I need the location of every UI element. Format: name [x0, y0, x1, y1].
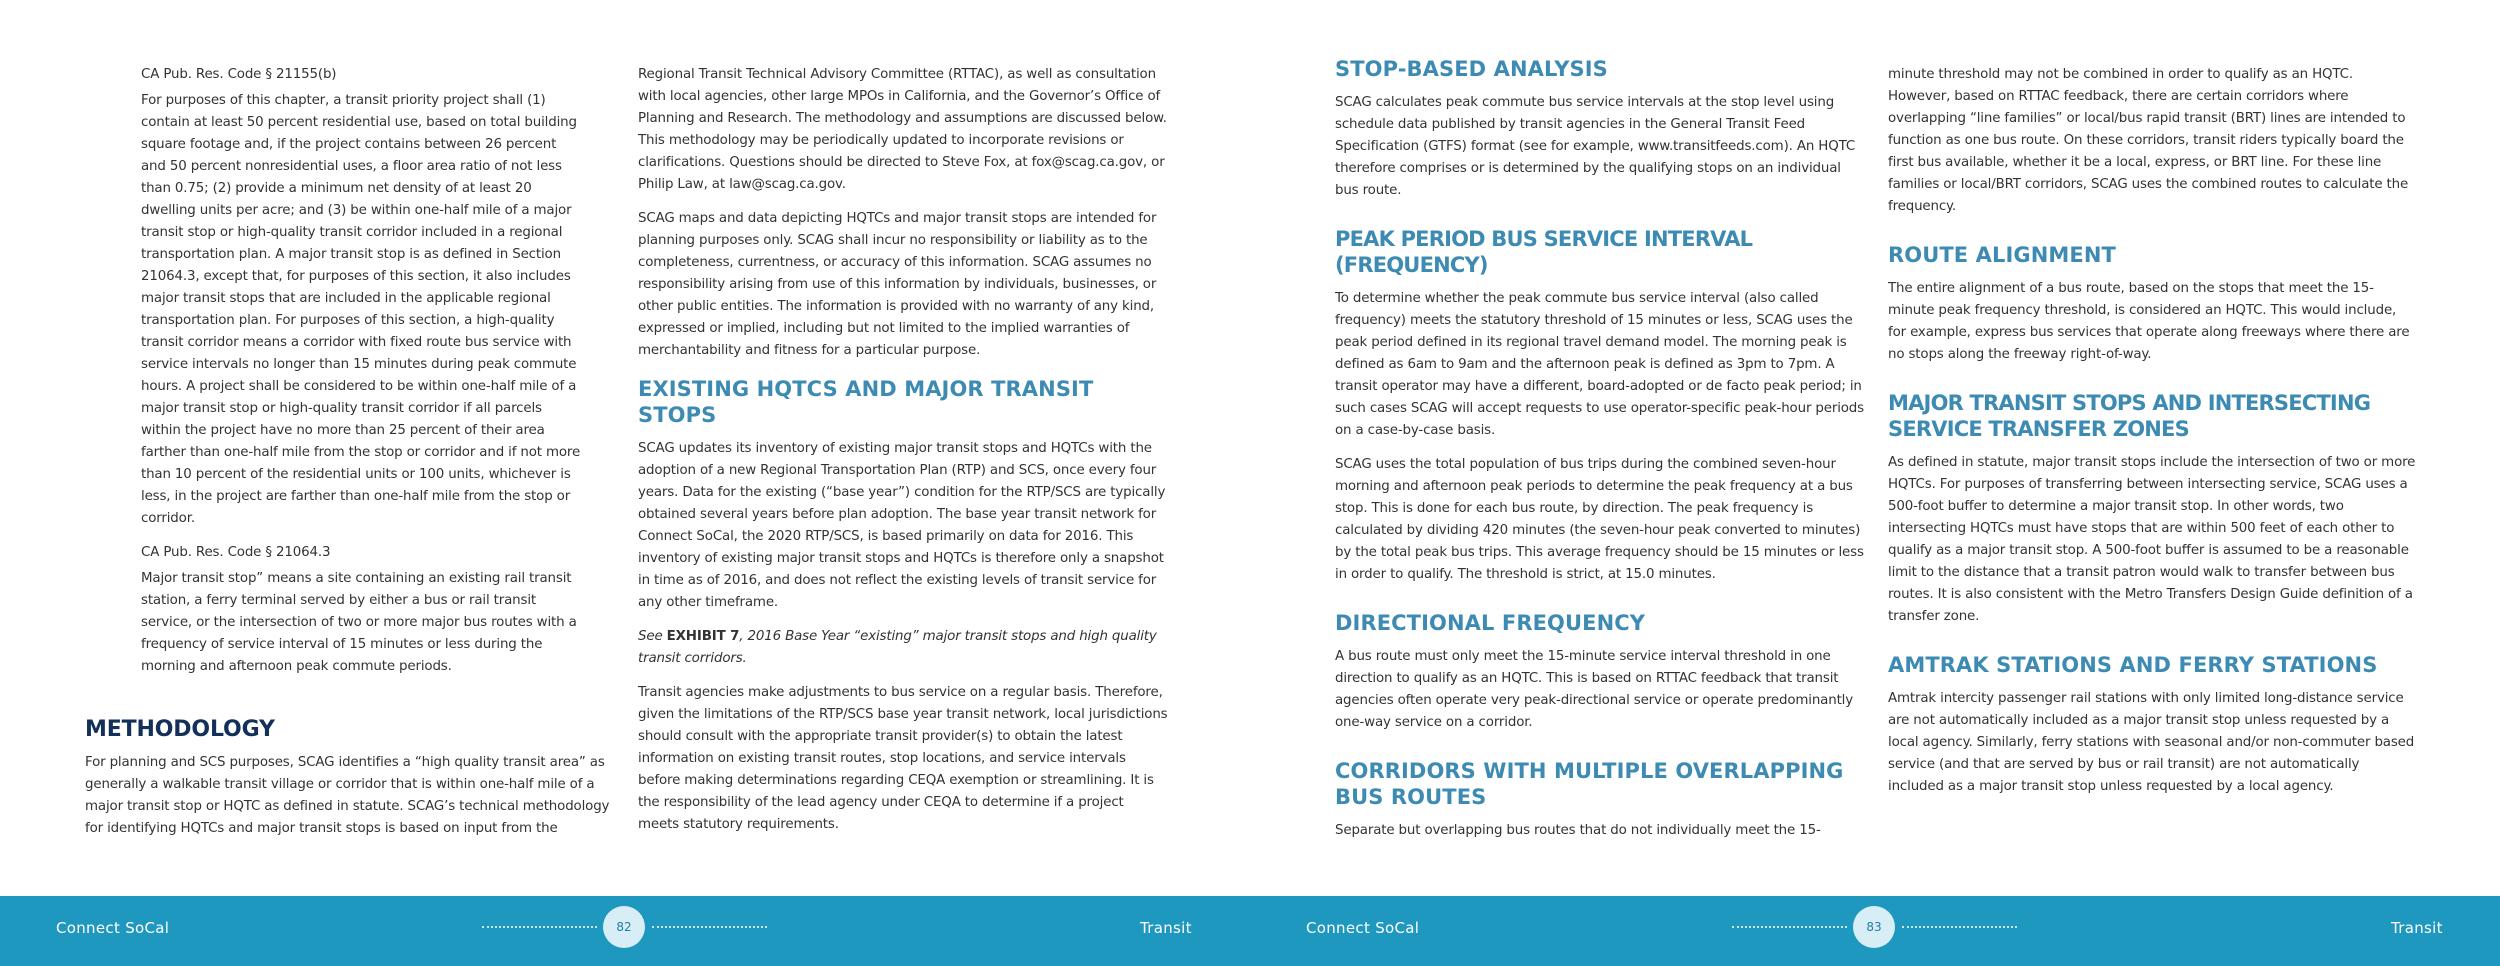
- section-heading: METHODOLOGY: [85, 717, 275, 742]
- section-heading: ROUTE ALIGNMENT: [1888, 243, 2116, 267]
- section-heading: EXISTING HQTCS AND MAJOR TRANSIT STOPS: [638, 377, 1094, 427]
- paragraph: Transit agencies make adjustments to bus service on a regular basis. Therefore, given the limitations of the RTP/SCS base year transit network, local jurisdictions should consult with the appropriate transit provider(s) to obtain the latest information on existing transit routes, stop locations, and service intervals before making determinations regarding CEQA exemption or streamlining. It is the responsibility of the lead agency under CEQA to determine if a project meets statutory requirements.: [638, 685, 1168, 832]
- footer-band: [0, 896, 2500, 966]
- footer-section-label: Transit: [2391, 919, 2443, 937]
- page-number-badge: 83: [1853, 906, 1895, 948]
- paragraph: A bus route must only meet the 15-minute service interval threshold in one direction to qualify as an HQTC. This is based on RTTAC feedback that transit agencies often operate very peak-directional service or operate predominantly one-way service on a corridor.: [1335, 649, 1854, 730]
- section-heading: PEAK PERIOD BUS SERVICE INTERVAL (FREQUENCY): [1335, 227, 1753, 277]
- page-number-badge: 82: [603, 906, 645, 948]
- footer-brand: Connect SoCal: [1306, 919, 1420, 937]
- paragraph: To determine whether the peak commute bus service interval (also called frequency) meets the statutory threshold of 15 minutes or less, SCAG uses the peak period defined in its regional travel demand model. The morning peak is defined as 6am to 9am and the afternoon peak is defined as 3pm to 7pm. A transit operator may have a different, board-adopted or de facto peak period; in such cases SCAG will accept requests to use operator-specific peak-hour periods on a case-by-case basis.: [1335, 291, 1864, 438]
- right-page-right-column: [1888, 64, 2418, 810]
- statute-column: [141, 64, 581, 690]
- dotted-divider: [482, 926, 597, 928]
- paragraph: minute threshold may not be combined in order to qualify as an HQTC. However, based on RTTAC feedback, there are certain corridors where overlapping “line families” or local/bus rapid transit (BRT) lines are intended to function as one bus route. On these corridors, transit riders typically board the first bus available, whether it be a local, express, or BRT line. For these line families or local/BRT corridors, SCAG uses the combined routes to calculate the frequency.: [1888, 67, 2409, 214]
- right-page: [1250, 0, 2500, 966]
- paragraph: SCAG calculates peak commute bus service intervals at the stop level using schedule data published by transit agencies in the General Transit Feed Specification (GTFS) format (see for example, www.transitfeeds.com). An HQTC therefore comprises or is determined by the qualifying stops on an individual bus route.: [1335, 95, 1856, 198]
- exhibit-caption: , 2016 Base Year “existing” major transit stops and high quality transit corridors.: [638, 629, 1157, 666]
- paragraph: For planning and SCS purposes, SCAG identifies a “high quality transit area” as generally a walkable transit village or corridor that is within one-half mile of a major transit stop or HQTC as defined in statute. SCAG’s technical methodology for identifying HQTCs and major transit stops is based on input from the: [85, 755, 610, 836]
- footer-brand: Connect SoCal: [56, 919, 170, 937]
- paragraph: Regional Transit Technical Advisory Committee (RTTAC), as well as consultation with local agencies, other large MPOs in California, and the Governor’s Office of Planning and Research. The methodology and assumptions are discussed below. This methodology may be periodically updated to incorporate revisions or clarifications. Questions should be directed to Steve Fox, at fox@scag.ca.gov, or Philip Law, at law@scag.ca.gov.: [638, 67, 1167, 192]
- paragraph: SCAG maps and data depicting HQTCs and major transit stops are intended for planning purposes only. SCAG shall incur no responsibility or liability as to the completeness, currentness, or accuracy of this information. SCAG assumes no responsibility arising from use of this information by individuals, businesses, or other public entities. The information is provided with no warranty of any kind, expressed or implied, including but not limited to the implied warranties of merchantability and fitness for a particular purpose.: [638, 211, 1157, 358]
- exhibit-label: EXHIBIT 7: [666, 629, 740, 644]
- footer-section-label: Transit: [1140, 919, 1192, 937]
- paragraph: SCAG uses the total population of bus trips during the combined seven-hour morning and afternoon peak periods to determine the peak frequency at a bus stop. This is done for each bus route, by direction. The peak frequency is calculated by dividing 420 minutes (the seven-hour peak converted to minutes) by the total peak bus trips. This average frequency should be 15 minutes or less in order to qualify. The threshold is strict, at 15.0 minutes.: [1335, 457, 1864, 582]
- paragraph: SCAG updates its inventory of existing major transit stops and HQTCs with the adoption of a new Regional Transportation Plan (RTP) and SCS, once every four years. Data for the existing (“base year”) condition for the RTP/SCS are typically obtained several years before plan adoption. The base year transit network for Connect SoCal, the 2020 RTP/SCS, is based primarily on data for 2016. This inventory of existing major transit stops and HQTCs is therefore only a snapshot in time as of 2016, and does not reflect the existing levels of transit service for any other timeframe.: [638, 441, 1166, 610]
- section-heading: DIRECTIONAL FREQUENCY: [1335, 611, 1646, 635]
- dotted-divider: [652, 926, 767, 928]
- dotted-divider: [1732, 926, 1847, 928]
- left-page-right-column: [638, 64, 1168, 848]
- right-page-left-column: [1335, 56, 1865, 854]
- section-heading: CORRIDORS WITH MULTIPLE OVERLAPPING BUS ROUTES: [1335, 759, 1844, 809]
- dotted-divider: [1902, 926, 2017, 928]
- citation: CA Pub. Res. Code § 21064.3: [141, 545, 331, 560]
- paragraph: Major transit stop” means a site containing an existing rail transit station, a ferry terminal served by either a bus or rail transit service, or the intersection of two or more major bus routes with a frequency of service interval of 15 minutes or less during the morning and afternoon peak commute periods.: [141, 571, 577, 674]
- see-prefix: See: [638, 629, 667, 644]
- citation: CA Pub. Res. Code § 21155(b): [141, 67, 337, 82]
- paragraph: The entire alignment of a bus route, based on the stops that meet the 15-minute peak frequency threshold, is considered an HQTC. This would include, for example, express bus services that operate along freeways where there are no stops along the freeway right-of-way.: [1888, 281, 2410, 362]
- paragraph: Amtrak intercity passenger rail stations with only limited long-distance service are not automatically included as a major transit stop unless requested by a local agency. Similarly, ferry stations with seasonal and/or non-commuter based service (and that are served by bus or rail transit) are not automatically included as a major transit stop unless requested by a local agency.: [1888, 691, 2415, 794]
- section-heading: STOP-BASED ANALYSIS: [1335, 57, 1608, 81]
- section-heading: MAJOR TRANSIT STOPS AND INTERSECTING SERVICE TRANSFER ZONES: [1888, 391, 2371, 441]
- exhibit-reference: [638, 626, 1168, 670]
- section-heading: AMTRAK STATIONS AND FERRY STATIONS: [1888, 653, 2378, 677]
- methodology-section: [85, 716, 615, 852]
- paragraph: As defined in statute, major transit stops include the intersection of two or more HQTCs. For purposes of transferring between intersecting service, SCAG uses a 500-foot buffer to determine a major transit stop. In other words, two intersecting HQTCs must have stops that are within 500 feet of each other to qualify as a major transit stop. A 500-foot buffer is assumed to be a reasonable limit to the distance that a transit patron would walk to transfer between bus routes. It is also consistent with the Metro Transfers Design Guide definition of a transfer zone.: [1888, 455, 2416, 624]
- paragraph: For purposes of this chapter, a transit priority project shall (1) contain at least 50 percent residential use, based on total building square footage and, if the project contains between 26 percent and 50 percent nonresidential uses, a floor area ratio of not less than 0.75; (2) provide a minimum net density of at least 20 dwelling units per acre; and (3) be within one-half mile of a major transit stop or high-quality transit corridor included in a regional transportation plan. A major transit stop is as defined in Section 21064.3, except that, for purposes of this section, it also includes major transit stops that are included in the applicable regional transportation plan. For purposes of this section, a high-quality transit corridor means a corridor with fixed route bus service with service intervals no longer than 15 minutes during peak commute hours. A project shall be considered to be within one-half mile of a major transit stop or high-quality transit corridor if all parcels within the project have no more than 25 percent of their area farther than one-half mile from the stop or corridor and if not more than 10 percent of the residential units or 100 units, whichever is less, in the project are farther than one-half mile from the stop or corridor.: [141, 93, 581, 526]
- paragraph: Separate but overlapping bus routes that do not individually meet the 15-: [1335, 823, 1821, 838]
